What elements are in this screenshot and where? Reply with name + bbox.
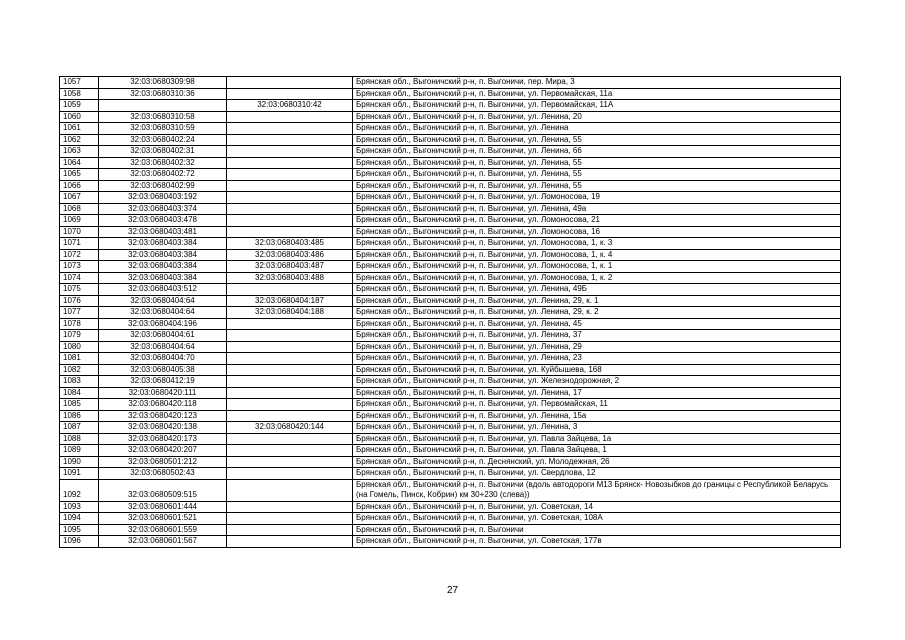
child-cadastral-number-cell (227, 433, 353, 445)
child-cadastral-number-cell: 32:03:0680403:487 (227, 261, 353, 273)
child-cadastral-number-cell (227, 123, 353, 135)
row-number-cell: 1072 (60, 249, 99, 261)
cadastral-number-cell (99, 100, 227, 112)
table-row (60, 261, 841, 273)
child-cadastral-number-cell (227, 88, 353, 100)
table-row (60, 249, 841, 261)
child-cadastral-number-cell (227, 353, 353, 365)
table-row (60, 399, 841, 411)
row-number-cell: 1092 (60, 479, 99, 501)
row-number-cell: 1065 (60, 169, 99, 181)
address-cell: Брянская обл., Выгоничский р-н, п. Выгоничи, ул. Ленина, 66 (353, 146, 841, 158)
table-row (60, 513, 841, 525)
child-cadastral-number-cell (227, 180, 353, 192)
cadastral-number-cell: 32:03:0680601:444 (99, 501, 227, 513)
table-row (60, 318, 841, 330)
row-number-cell: 1058 (60, 88, 99, 100)
cadastral-number-cell: 32:03:0680420:123 (99, 410, 227, 422)
cadastral-number-cell: 32:03:0680601:521 (99, 513, 227, 525)
cadastral-number-cell: 32:03:0680501:212 (99, 456, 227, 468)
child-cadastral-number-cell (227, 387, 353, 399)
table-row (60, 157, 841, 169)
table-row (60, 284, 841, 296)
address-cell: Брянская обл., Выгоничский р-н, п. Выгоничи, ул. Ломоносова, 1, к. 4 (353, 249, 841, 261)
child-cadastral-number-cell (227, 468, 353, 480)
address-cell: Брянская обл., Выгоничский р-н, п. Выгоничи, ул. Ленина, 29, к. 1 (353, 295, 841, 307)
address-cell: Брянская обл., Выгоничский р-н, п. Выгоничи, ул. Ломоносова, 19 (353, 192, 841, 204)
cadastral-number-cell: 32:03:0680420:111 (99, 387, 227, 399)
page-number: 27 (446, 585, 459, 596)
cadastral-number-cell: 32:03:0680502:43 (99, 468, 227, 480)
cadastral-number-cell: 32:03:0680420:207 (99, 445, 227, 457)
row-number-cell: 1074 (60, 272, 99, 284)
address-cell: Брянская обл., Выгоничский р-н, п. Выгоничи, ул. Первомайская, 11а (353, 88, 841, 100)
child-cadastral-number-cell (227, 203, 353, 215)
child-cadastral-number-cell (227, 410, 353, 422)
child-cadastral-number-cell: 32:03:0680403:485 (227, 238, 353, 250)
table-row (60, 238, 841, 250)
address-cell: Брянская обл., Выгоничский р-н, п. Выгоничи, ул. Ломоносова, 1, к. 3 (353, 238, 841, 250)
child-cadastral-number-cell (227, 456, 353, 468)
row-number-cell: 1094 (60, 513, 99, 525)
table-row (60, 536, 841, 548)
row-number-cell: 1087 (60, 422, 99, 434)
address-cell: Брянская обл., Выгоничский р-н, п. Выгоничи, ул. Павла Зайцева, 1 (353, 445, 841, 457)
table-row (60, 376, 841, 388)
child-cadastral-number-cell (227, 111, 353, 123)
address-cell: Брянская обл., Выгоничский р-н, п. Выгоничи, ул. Ломоносова, 16 (353, 226, 841, 238)
cadastral-number-cell: 32:03:0680403:192 (99, 192, 227, 204)
table-row (60, 295, 841, 307)
address-cell: Брянская обл., Выгоничский р-н, п. Выгоничи, ул. Советская, 177в (353, 536, 841, 548)
row-number-cell: 1082 (60, 364, 99, 376)
row-number-cell: 1067 (60, 192, 99, 204)
address-cell: Брянская обл., Выгоничский р-н, п. Выгоничи, ул. Ломоносова, 1, к. 1 (353, 261, 841, 273)
address-cell: Брянская обл., Выгоничский р-н, п. Выгоничи, ул. Ленина, 55 (353, 169, 841, 181)
row-number-cell: 1070 (60, 226, 99, 238)
row-number-cell: 1057 (60, 77, 99, 89)
child-cadastral-number-cell (227, 146, 353, 158)
row-number-cell: 1075 (60, 284, 99, 296)
table-row (60, 364, 841, 376)
table-row (60, 433, 841, 445)
row-number-cell: 1095 (60, 524, 99, 536)
row-number-cell: 1079 (60, 330, 99, 342)
row-number-cell: 1064 (60, 157, 99, 169)
child-cadastral-number-cell: 32:03:0680403:486 (227, 249, 353, 261)
table-row (60, 479, 841, 501)
child-cadastral-number-cell (227, 445, 353, 457)
address-cell: Брянская обл., Выгоничский р-н, п. Выгоничи, ул. Ленина, 3 (353, 422, 841, 434)
row-number-cell: 1091 (60, 468, 99, 480)
cadastral-number-cell: 32:03:0680601:567 (99, 536, 227, 548)
cadastral-number-cell: 32:03:0680310:36 (99, 88, 227, 100)
cadastral-number-cell: 32:03:0680405:38 (99, 364, 227, 376)
table-row (60, 215, 841, 227)
address-cell: Брянская обл., Выгоничский р-н, п. Выгоничи, ул. Павла Зайцева, 1а (353, 433, 841, 445)
cadastral-number-cell: 32:03:0680412:19 (99, 376, 227, 388)
address-cell: Брянская обл., Выгоничский р-н, п. Выгоничи, ул. Ленина, 49а (353, 203, 841, 215)
cadastral-number-cell: 32:03:0680420:138 (99, 422, 227, 434)
address-cell: Брянская обл., Выгоничский р-н, п. Выгоничи, ул. Ленина, 55 (353, 180, 841, 192)
cadastral-number-cell: 32:03:0680404:196 (99, 318, 227, 330)
child-cadastral-number-cell (227, 134, 353, 146)
cadastral-number-cell: 32:03:0680403:478 (99, 215, 227, 227)
table-row (60, 422, 841, 434)
child-cadastral-number-cell (227, 536, 353, 548)
cadastral-number-cell: 32:03:0680310:59 (99, 123, 227, 135)
row-number-cell: 1093 (60, 501, 99, 513)
address-cell: Брянская обл., Выгоничский р-н, п. Выгоничи, ул. Первомайская, 11 (353, 399, 841, 411)
row-number-cell: 1068 (60, 203, 99, 215)
row-number-cell: 1059 (60, 100, 99, 112)
child-cadastral-number-cell: 32:03:0680420:144 (227, 422, 353, 434)
child-cadastral-number-cell (227, 341, 353, 353)
cadastral-number-cell: 32:03:0680403:384 (99, 238, 227, 250)
child-cadastral-number-cell (227, 284, 353, 296)
row-number-cell: 1076 (60, 295, 99, 307)
cadastral-number-cell: 32:03:0680403:384 (99, 249, 227, 261)
address-cell: Брянская обл., Выгоничский р-н, п. Выгоничи, ул. Ленина, 29, к. 2 (353, 307, 841, 319)
cadastral-number-cell: 32:03:0680402:31 (99, 146, 227, 158)
address-cell: Брянская обл., Выгоничский р-н, п. Выгоничи, ул. Куйбышева, 168 (353, 364, 841, 376)
cadastral-number-cell: 32:03:0680404:64 (99, 307, 227, 319)
row-number-cell: 1083 (60, 376, 99, 388)
cadastral-number-cell: 32:03:0680309:98 (99, 77, 227, 89)
child-cadastral-number-cell: 32:03:0680404:188 (227, 307, 353, 319)
row-number-cell: 1089 (60, 445, 99, 457)
address-cell: Брянская обл., Выгоничский р-н, п. Выгоничи, ул. Первомайская, 11А (353, 100, 841, 112)
row-number-cell: 1077 (60, 307, 99, 319)
address-cell: Брянская обл., Выгоничский р-н, п. Выгоничи, ул. Ленина (353, 123, 841, 135)
table-row (60, 192, 841, 204)
table-row (60, 307, 841, 319)
child-cadastral-number-cell: 32:03:0680403:488 (227, 272, 353, 284)
address-cell: Брянская обл., Выгоничский р-н, п. Выгоничи, ул. Ленина, 23 (353, 353, 841, 365)
table-row (60, 203, 841, 215)
row-number-cell: 1086 (60, 410, 99, 422)
cadastral-number-cell: 32:03:0680404:64 (99, 295, 227, 307)
row-number-cell: 1066 (60, 180, 99, 192)
cadastral-number-cell: 32:03:0680404:64 (99, 341, 227, 353)
cadastral-number-cell: 32:03:0680404:61 (99, 330, 227, 342)
row-number-cell: 1073 (60, 261, 99, 273)
cadastral-number-cell: 32:03:0680420:173 (99, 433, 227, 445)
cadastral-number-cell: 32:03:0680402:32 (99, 157, 227, 169)
child-cadastral-number-cell (227, 157, 353, 169)
row-number-cell: 1080 (60, 341, 99, 353)
cadastral-table (59, 76, 841, 548)
cadastral-number-cell: 32:03:0680402:24 (99, 134, 227, 146)
row-number-cell: 1096 (60, 536, 99, 548)
address-cell: Брянская обл., Выгоничский р-н, п. Выгоничи, ул. Ленина, 55 (353, 134, 841, 146)
child-cadastral-number-cell (227, 364, 353, 376)
address-cell: Брянская обл., Выгоничский р-н, п. Выгоничи, ул. Советская, 108А (353, 513, 841, 525)
row-number-cell: 1071 (60, 238, 99, 250)
address-cell: Брянская обл., Выгоничский р-н, п. Выгоничи (353, 524, 841, 536)
table-row (60, 226, 841, 238)
cadastral-number-cell: 32:03:0680601:559 (99, 524, 227, 536)
cadastral-number-cell: 32:03:0680403:384 (99, 261, 227, 273)
table-row (60, 445, 841, 457)
address-cell: Брянская обл., Выгоничский р-н, п. Выгоничи, пер. Мира, 3 (353, 77, 841, 89)
cadastral-number-cell: 32:03:0680402:72 (99, 169, 227, 181)
cadastral-table-body (60, 77, 841, 548)
table-row (60, 341, 841, 353)
child-cadastral-number-cell (227, 192, 353, 204)
table-row (60, 123, 841, 135)
row-number-cell: 1061 (60, 123, 99, 135)
table-row (60, 456, 841, 468)
address-cell: Брянская обл., Выгоничский р-н, п. Выгоничи, ул. Ленина, 37 (353, 330, 841, 342)
cadastral-number-cell: 32:03:0680404:70 (99, 353, 227, 365)
cadastral-number-cell: 32:03:0680403:384 (99, 272, 227, 284)
cadastral-number-cell: 32:03:0680420:118 (99, 399, 227, 411)
table-row (60, 387, 841, 399)
child-cadastral-number-cell: 32:03:0680310:42 (227, 100, 353, 112)
row-number-cell: 1063 (60, 146, 99, 158)
table-row (60, 501, 841, 513)
table-row (60, 169, 841, 181)
row-number-cell: 1081 (60, 353, 99, 365)
child-cadastral-number-cell (227, 169, 353, 181)
table-row (60, 88, 841, 100)
table-row (60, 134, 841, 146)
address-cell: Брянская обл., Выгоничский р-н, п. Выгоничи, ул. Ломоносова, 21 (353, 215, 841, 227)
address-cell: Брянская обл., Выгоничский р-н, п. Выгоничи (вдоль автодороги М13 Брянск- Новозыбков до границы с Республикой Беларусь (на Гомель, Пинск, Кобрин) км 30+230 (слева)) (353, 479, 841, 501)
row-number-cell: 1062 (60, 134, 99, 146)
cadastral-number-cell: 32:03:0680402:99 (99, 180, 227, 192)
row-number-cell: 1084 (60, 387, 99, 399)
address-cell: Брянская обл., Выгоничский р-н, п. Выгоничи, ул. Ленина, 55 (353, 157, 841, 169)
table-row (60, 272, 841, 284)
table-row (60, 180, 841, 192)
table-row (60, 353, 841, 365)
cadastral-number-cell: 32:03:0680509:515 (99, 479, 227, 501)
child-cadastral-number-cell (227, 376, 353, 388)
child-cadastral-number-cell: 32:03:0680404:187 (227, 295, 353, 307)
table-row (60, 524, 841, 536)
address-cell: Брянская обл., Выгоничский р-н, п. Выгоничи, ул. Свердлова, 12 (353, 468, 841, 480)
table-row (60, 410, 841, 422)
cadastral-number-cell: 32:03:0680403:481 (99, 226, 227, 238)
row-number-cell: 1088 (60, 433, 99, 445)
address-cell: Брянская обл., Выгоничский р-н, п. Выгоничи, ул. Ленина, 20 (353, 111, 841, 123)
table-row (60, 146, 841, 158)
child-cadastral-number-cell (227, 226, 353, 238)
row-number-cell: 1090 (60, 456, 99, 468)
table-row (60, 111, 841, 123)
row-number-cell: 1060 (60, 111, 99, 123)
address-cell: Брянская обл., Выгоничский р-н, п. Выгоничи, ул. Советская, 14 (353, 501, 841, 513)
address-cell: Брянская обл., Выгоничский р-н, п. Выгоничи, ул. Железнодорожная, 2 (353, 376, 841, 388)
table-row (60, 330, 841, 342)
child-cadastral-number-cell (227, 524, 353, 536)
row-number-cell: 1069 (60, 215, 99, 227)
child-cadastral-number-cell (227, 501, 353, 513)
child-cadastral-number-cell (227, 77, 353, 89)
address-cell: Брянская обл., Выгоничский р-н, п. Выгоничи, ул. Ленина, 45 (353, 318, 841, 330)
cadastral-number-cell: 32:03:0680310:58 (99, 111, 227, 123)
table-row (60, 100, 841, 112)
child-cadastral-number-cell (227, 399, 353, 411)
child-cadastral-number-cell (227, 318, 353, 330)
child-cadastral-number-cell (227, 215, 353, 227)
child-cadastral-number-cell (227, 479, 353, 501)
table-row (60, 468, 841, 480)
row-number-cell: 1085 (60, 399, 99, 411)
child-cadastral-number-cell (227, 330, 353, 342)
address-cell: Брянская обл., Выгоничский р-н, п. Выгоничи, ул. Ленина, 15а (353, 410, 841, 422)
address-cell: Брянская обл., Выгоничский р-н, п. Деснянский, ул. Молодежная, 26 (353, 456, 841, 468)
cadastral-number-cell: 32:03:0680403:512 (99, 284, 227, 296)
address-cell: Брянская обл., Выгоничский р-н, п. Выгоничи, ул. Ломоносова, 1, к. 2 (353, 272, 841, 284)
address-cell: Брянская обл., Выгоничский р-н, п. Выгоничи, ул. Ленина, 29 (353, 341, 841, 353)
address-cell: Брянская обл., Выгоничский р-н, п. Выгоничи, ул. Ленина, 17 (353, 387, 841, 399)
child-cadastral-number-cell (227, 513, 353, 525)
row-number-cell: 1078 (60, 318, 99, 330)
cadastral-number-cell: 32:03:0680403:374 (99, 203, 227, 215)
table-row (60, 77, 841, 89)
address-cell: Брянская обл., Выгоничский р-н, п. Выгоничи, ул. Ленина, 49Б (353, 284, 841, 296)
